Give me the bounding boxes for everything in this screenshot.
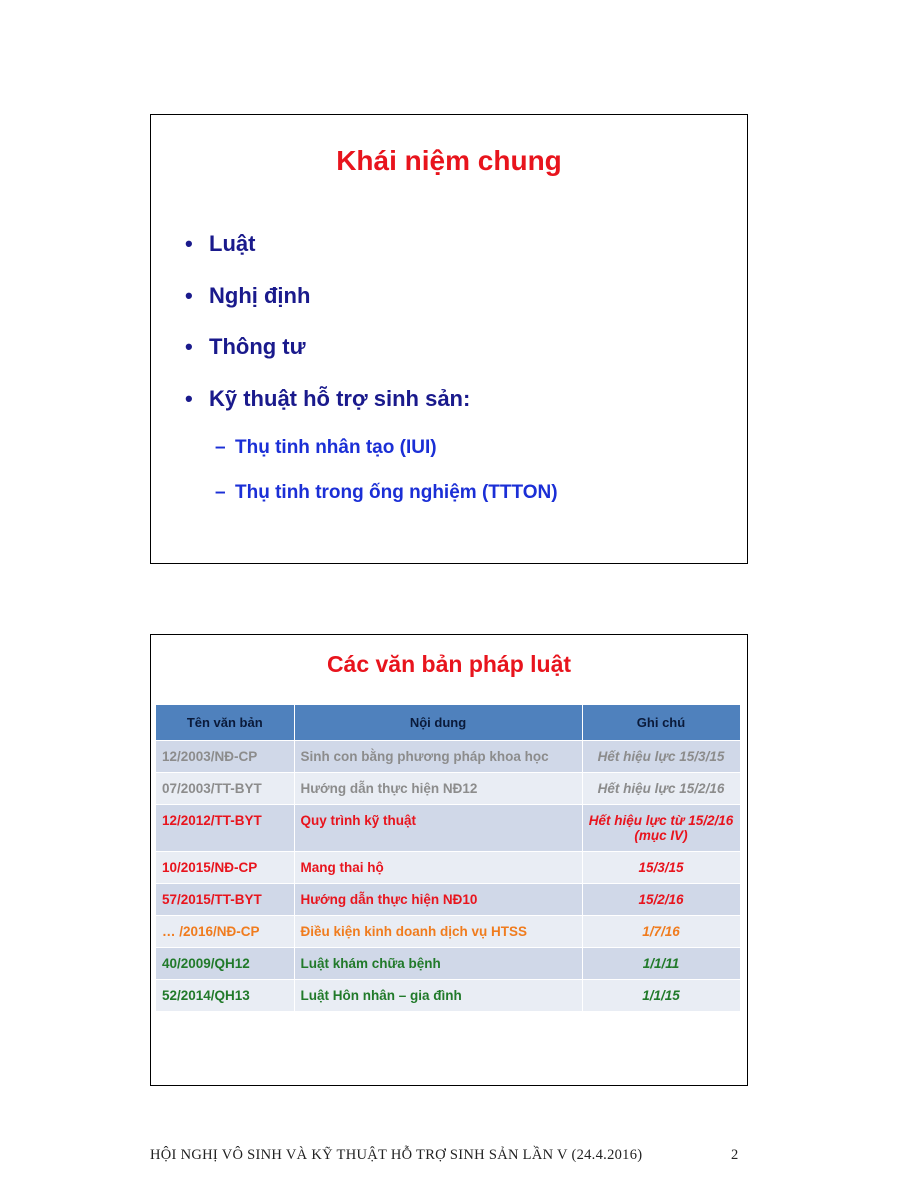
cell-content: Sinh con bằng phương pháp khoa học (294, 741, 582, 773)
bullet-text: Luật (209, 231, 256, 256)
sub-bullet-item (215, 437, 558, 482)
bullet-text: Kỹ thuật hỗ trợ sinh sản: (209, 385, 471, 411)
header-content: Nội dung (294, 705, 582, 741)
slide-general-concepts (150, 114, 748, 564)
cell-content: Hướng dẫn thực hiện NĐ10 (294, 884, 582, 916)
cell-note: 1/1/15 (582, 980, 740, 1012)
cell-content: Luật khám chữa bệnh (294, 948, 582, 980)
cell-doc-name: 12/2012/TT-BYT (156, 805, 294, 852)
cell-note: Hết hiệu lực 15/3/15 (582, 741, 740, 773)
cell-note: 15/2/16 (582, 884, 740, 916)
cell-doc-name: 10/2015/NĐ-CP (156, 852, 294, 884)
cell-doc-name: 52/2014/QH13 (156, 980, 294, 1012)
legal-documents-table (156, 705, 741, 1011)
cell-note: 15/3/15 (582, 852, 740, 884)
table-header-row (156, 705, 740, 741)
bullet-dot-icon: • (185, 385, 193, 411)
table-row (156, 980, 740, 1012)
bullet-item (185, 231, 470, 283)
bullet-text: Thông tư (209, 334, 306, 359)
slide-title: Các văn bản pháp luật (326, 651, 572, 677)
cell-doc-name: 40/2009/QH12 (156, 948, 294, 980)
table-row (156, 948, 740, 980)
cell-doc-name: 57/2015/TT-BYT (156, 884, 294, 916)
sub-bullet-text: Thụ tinh nhân tạo (IUI) (235, 437, 437, 458)
bullet-dot-icon: • (185, 334, 193, 359)
cell-note: 1/7/16 (582, 916, 740, 948)
cell-content: Mang thai hộ (294, 852, 582, 884)
sub-bullet-item (215, 482, 558, 527)
cell-content: Quy trình kỹ thuật (294, 805, 582, 852)
cell-note: 1/1/11 (582, 948, 740, 980)
table-row (156, 805, 740, 852)
header-note: Ghi chú (582, 705, 740, 741)
cell-doc-name: 12/2003/NĐ-CP (156, 741, 294, 773)
cell-content: Hướng dẫn thực hiện NĐ12 (294, 773, 582, 805)
cell-content: Luật Hôn nhân – gia đình (294, 980, 582, 1012)
table-row (156, 773, 740, 805)
table-row (156, 916, 740, 948)
table-row (156, 852, 740, 884)
sub-bullet-text: Thụ tinh trong ống nghiệm (TTTON) (235, 482, 558, 503)
sub-bullet-list (215, 437, 558, 527)
dash-icon: – (215, 482, 226, 503)
bullet-item (185, 334, 470, 386)
dash-icon: – (215, 437, 226, 458)
table-row (156, 741, 740, 773)
table-row (156, 884, 740, 916)
bullet-dot-icon: • (185, 231, 193, 256)
cell-note: Hết hiệu lực 15/2/16 (582, 773, 740, 805)
bullet-text: Nghị định (209, 282, 311, 308)
slide-title: Khái niệm chung (336, 145, 562, 176)
bullet-list (185, 231, 470, 437)
bullet-item (185, 283, 470, 335)
cell-note: Hết hiệu lực từ 15/2/16 (mục IV) (582, 805, 740, 852)
footer-conference-title: HỘI NGHỊ VÔ SINH VÀ KỸ THUẬT HỖ TRỢ SINH SẢN LẦN V (24.4.2016) (150, 1147, 643, 1163)
bullet-item (185, 386, 470, 438)
cell-content: Điều kiện kinh doanh dịch vụ HTSS (294, 916, 582, 948)
header-doc-name: Tên văn bản (156, 705, 294, 741)
bullet-dot-icon: • (185, 282, 193, 308)
page-number: 2 (731, 1147, 739, 1163)
slide-legal-documents (150, 634, 748, 1086)
cell-doc-name: … /2016/NĐ-CP (156, 916, 294, 948)
cell-doc-name: 07/2003/TT-BYT (156, 773, 294, 805)
